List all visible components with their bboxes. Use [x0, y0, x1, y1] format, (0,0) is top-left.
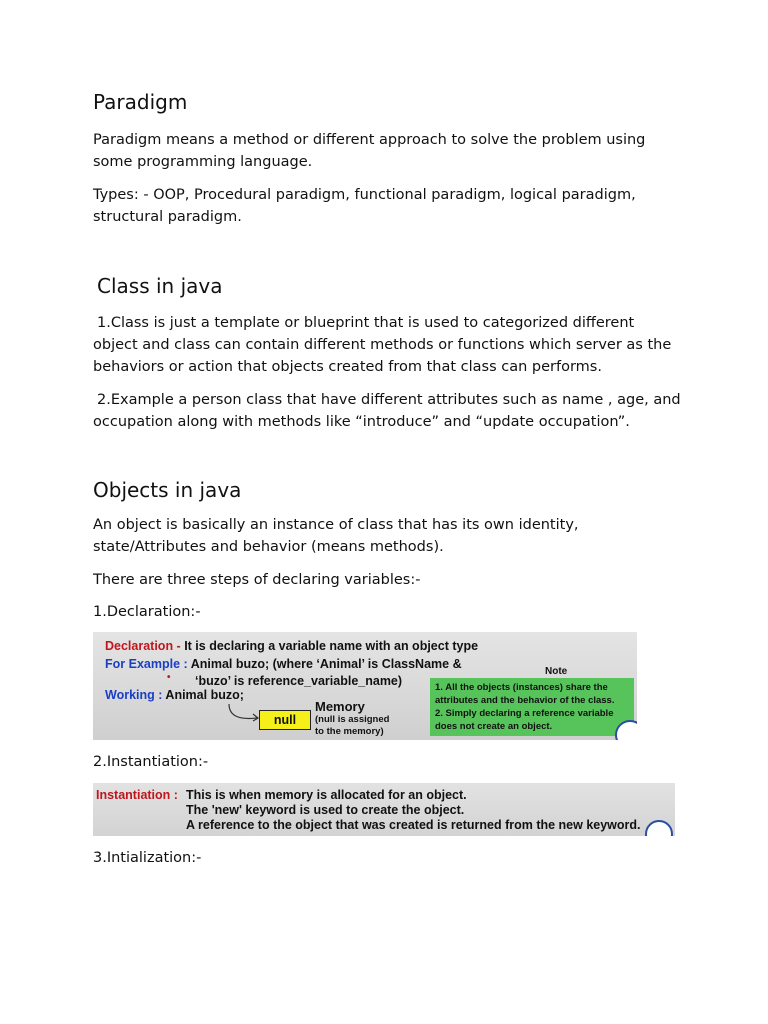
working-label: Working :	[105, 688, 163, 702]
paradigm-definition: Paradigm means a method or different approach to solve the problem using some programming language.	[93, 132, 646, 170]
note-item-1: 1. All the objects (instances) share the attributes and the behavior of the class.	[435, 682, 615, 706]
declaration-label: Declaration -	[105, 639, 181, 653]
objects-heading: Objects in java	[93, 478, 242, 502]
example-text-continued: ‘buzo’ is reference_variable_name)	[195, 674, 403, 688]
note-item-2: 2. Simply declaring a reference variable does not create an object.	[435, 708, 614, 732]
step-declaration: 1.Declaration:-	[93, 604, 201, 620]
declaration-line	[105, 639, 478, 653]
step-initialization: 3.Intialization:-	[93, 850, 202, 866]
example-line	[105, 657, 462, 671]
paradigm-heading: Paradigm	[93, 90, 188, 114]
memory-note	[315, 714, 389, 738]
class-heading: Class in java	[97, 274, 223, 298]
steps-intro: There are three steps of declaring variables:-	[93, 572, 421, 588]
working-text: Animal buzo;	[165, 688, 244, 702]
instantiation-line-2: The 'new' keyword is used to create the object.	[186, 803, 465, 817]
declaration-figure	[93, 632, 637, 740]
memory-label: Memory	[315, 699, 365, 714]
example-label: For Example :	[105, 657, 188, 671]
objects-definition: An object is basically an instance of class that has its own identity, state/Attributes and behavior (means methods).	[93, 517, 579, 555]
memory-note-line2: to the memory)	[315, 726, 384, 737]
paradigm-types: Types: - OOP, Procedural paradigm, functional paradigm, logical paradigm, structural paradigm.	[93, 187, 636, 225]
step-instantiation: 2.Instantiation:-	[93, 754, 209, 770]
note-title: Note	[545, 666, 568, 677]
note-box	[430, 678, 634, 736]
arrow-icon	[223, 702, 263, 724]
null-box: null	[259, 710, 311, 730]
red-dot: •	[167, 672, 171, 683]
memory-note-line1: (null is assigned	[315, 714, 390, 725]
instantiation-label: Instantiation :	[96, 788, 178, 802]
logo-icon	[645, 820, 673, 836]
instantiation-line-3: A reference to the object that was created is returned from the new keyword.	[186, 818, 641, 832]
declaration-text: It is declaring a variable name with an object type	[184, 639, 479, 653]
class-definition: 1.Class is just a template or blueprint that is used to categorized different object and class can contain different methods or functions which server as the behaviors or action that objects created from that class can performs.	[93, 315, 672, 375]
working-line	[105, 688, 244, 702]
instantiation-line-1: This is when memory is allocated for an object.	[186, 788, 467, 802]
example-text: Animal buzo; (where ‘Animal’ is ClassName &	[190, 657, 462, 671]
instantiation-figure	[93, 783, 675, 836]
class-example: 2.Example a person class that have different attributes such as name , age, and occupation along with methods like “introduce” and “update occupation”.	[93, 392, 681, 430]
